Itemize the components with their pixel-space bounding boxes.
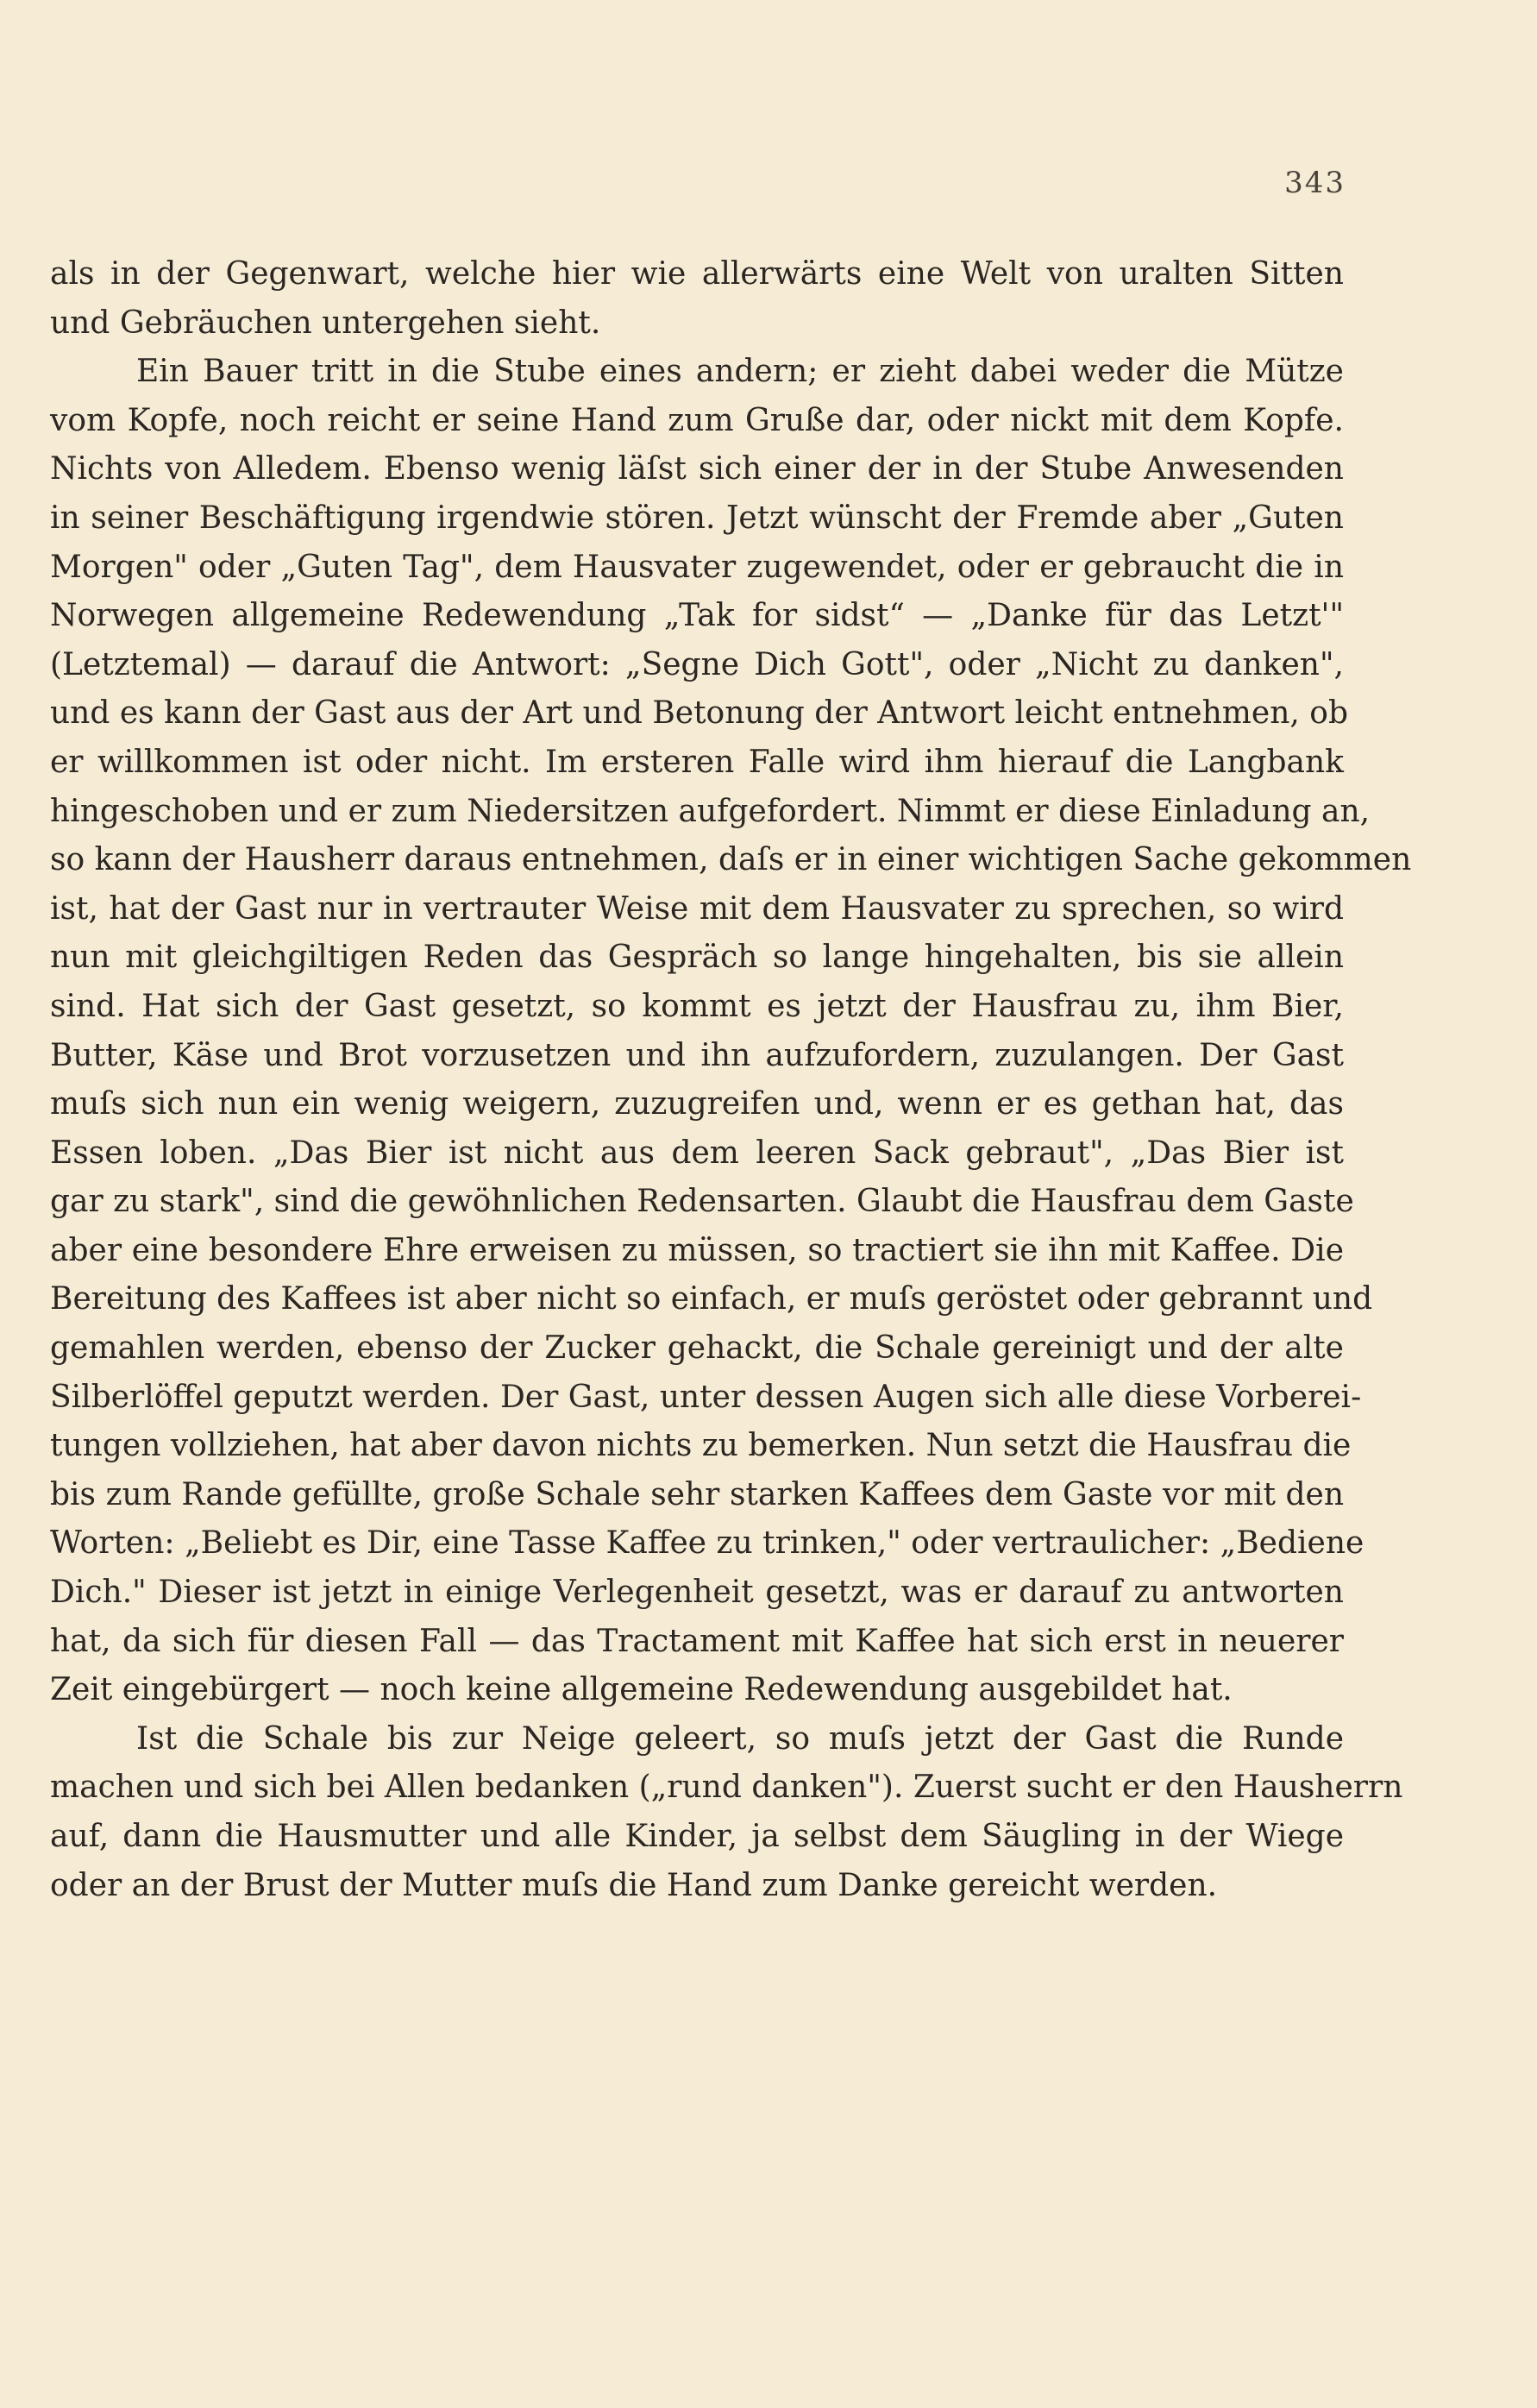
text-line: sind. Hat sich der Gast gesetzt, so kommt es jetzt der Hausfrau zu, ihm Bier, [50, 988, 1344, 1024]
text-line: und es kann der Gast aus der Art und Betonung der Antwort leicht entnehmen, ob [50, 695, 1348, 732]
paragraph [50, 250, 1344, 348]
text-line: machen und sich bei Allen bedanken („rund danken"). Zuerst sucht er den Hausherrn [50, 1770, 1403, 1806]
text-line: ist, hat der Gast nur in vertrauter Weise mit dem Hausvater zu sprechen, so wird [50, 890, 1344, 927]
text-line: (Letztemal) — darauf die Antwort: „Segne Dich Gott", oder „Nicht zu danken", [50, 646, 1344, 682]
text-line: Zeit eingebürgert — noch keine allgemeine Redewendung ausgebildet hat. [50, 1672, 1233, 1708]
text-line: tungen vollziehen, hat aber davon nichts zu bemerken. Nun setzt die Hausfrau die [50, 1428, 1352, 1464]
text-line: Worten: „Beliebt es Dir, eine Tasse Kaffee zu trinken," oder vertraulicher: „Bediene [50, 1525, 1364, 1562]
body-text [50, 250, 1412, 1910]
text-line: Dich." Dieser ist jetzt in einige Verlegenheit gesetzt, was er darauf zu antworten [50, 1575, 1344, 1611]
text-line: Essen loben. „Das Bier ist nicht aus dem leeren Sack gebraut", „Das Bier ist [50, 1135, 1344, 1171]
text-line: Ein Bauer tritt in die Stube eines andern; er zieht dabei weder die Mütze [136, 354, 1344, 390]
text-line: Silberlöffel geputzt werden. Der Gast, unter dessen Augen sich alle diese Vorberei- [50, 1379, 1362, 1415]
text-line: Bereitung des Kaffees ist aber nicht so einfach, er muſs geröstet oder gebrannt und [50, 1281, 1373, 1317]
text-line: gar zu stark", sind die gewöhnlichen Redensarten. Glaubt die Hausfrau dem Gaste [50, 1184, 1354, 1220]
text-line: Norwegen allgemeine Redewendung „Tak for sidst“ — „Danke für das Letzt'" [50, 598, 1344, 634]
page-number: 343 [1284, 166, 1346, 200]
text-line: er willkommen ist oder nicht. Im ersteren Falle wird ihm hierauf die Langbank [50, 744, 1344, 780]
text-line: Morgen" oder „Guten Tag", dem Hausvater zugewendet, oder er gebraucht die in [50, 549, 1344, 585]
text-line: auf, dann die Hausmutter und alle Kinder, ja selbst dem Säugling in der Wiege [50, 1819, 1344, 1854]
text-line: nun mit gleichgiltigen Reden das Gespräch so lange hingehalten, bis sie allein [50, 940, 1344, 976]
paragraph [50, 348, 1412, 1715]
text-line: als in der Gegenwart, welche hier wie allerwärts eine Welt von uralten Sitten [50, 256, 1344, 292]
text-line: und Gebräuchen untergehen sieht. [50, 305, 601, 341]
text-line: oder an der Brust der Mutter muſs die Hand zum Danke gereicht werden. [50, 1867, 1218, 1903]
text-line: hat, da sich für diesen Fall — das Tractament mit Kaffee hat sich erst in neuerer [50, 1623, 1344, 1659]
text-line: Butter, Käse und Brot vorzusetzen und ihn aufzufordern, zuzulangen. Der Gast [50, 1037, 1344, 1073]
text-line: aber eine besondere Ehre erweisen zu müssen, so tractiert sie ihn mit Kaffee. Die [50, 1232, 1344, 1268]
text-line: muſs sich nun ein wenig weigern, zuzugreifen und, wenn er es gethan hat, das [50, 1086, 1344, 1122]
text-line: Nichts von Alledem. Ebenso wenig läſst sich einer der in der Stube Anwesenden [50, 451, 1344, 487]
text-line: in seiner Beschäftigung irgendwie stören. Jetzt wünscht der Fremde aber „Guten [50, 500, 1344, 536]
paragraph [50, 1715, 1403, 1910]
text-line: gemahlen werden, ebenso der Zucker gehackt, die Schale gereinigt und der alte [50, 1330, 1344, 1367]
text-line: Ist die Schale bis zur Neige geleert, so muſs jetzt der Gast die Runde [136, 1720, 1344, 1757]
text-line: bis zum Rande gefüllte, große Schale sehr starken Kaffees dem Gaste vor mit den [50, 1476, 1344, 1512]
text-line: hingeschoben und er zum Niedersitzen aufgefordert. Nimmt er diese Einladung an, [50, 793, 1371, 829]
text-line: so kann der Hausherr daraus entnehmen, daſs er in einer wichtigen Sache gekommen [50, 842, 1412, 878]
text-line: vom Kopfe, noch reicht er seine Hand zum Gruße dar, oder nickt mit dem Kopfe. [50, 402, 1344, 438]
